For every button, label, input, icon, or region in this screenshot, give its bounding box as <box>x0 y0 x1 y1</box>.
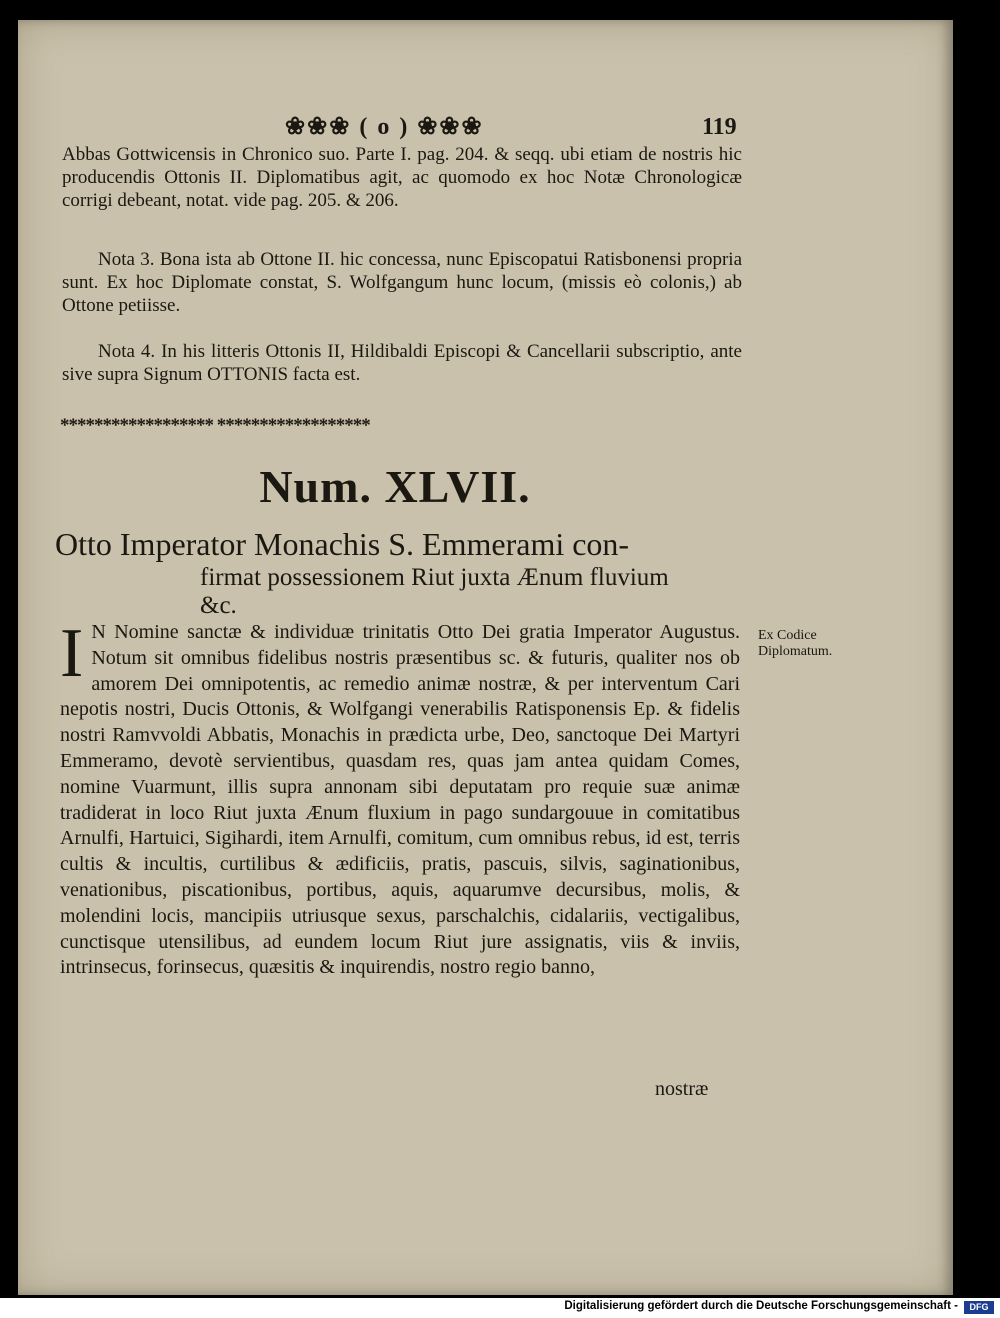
note-paragraph-3: Nota 4. In his litteris Ottonis II, Hildibaldi Episcopi & Cancellarii subscriptio, ante sive supra Signum OTTONIS facta est. <box>62 341 742 385</box>
document-number-title: Num. XLVII. <box>259 461 531 512</box>
page-number: 119 <box>702 114 737 140</box>
separator-line: ****************** ****************** <box>60 415 370 436</box>
document-title-line-2: firmat possessionem Riut juxta Ænum fluvium &c. <box>200 564 669 619</box>
document-body <box>60 615 740 981</box>
catchword: nostræ <box>655 1078 709 1100</box>
note-paragraph-2: Nota 3. Bona ista ab Ottone II. hic concessa, nunc Episcopatui Ratisbonensi propria sunt. Ex hoc Diplomate constat, S. Wolfgangum hunc locum, (missis eò colonis,) ab Ottone petiisse. <box>62 249 742 316</box>
dfg-logo: DFG <box>964 1301 994 1314</box>
margin-note: Ex Codice Diplomatum. <box>758 628 833 659</box>
header-ornament: ❀❀❀ ( o ) ❀❀❀ <box>285 114 484 140</box>
note-paragraph-1: Abbas Gottwicensis in Chronico suo. Parte I. pag. 204. & seqq. ubi etiam de nostris hic producendis Ottonis II. Diplomatibus agit, ac quomodo ex hoc Notæ Chronologicæ corrigi debeant, notat. vide pag. 205. & 206. <box>62 144 742 211</box>
dropcap-initial: I <box>60 615 84 692</box>
footer-credit: Digitalisierung gefördert durch die Deutsche Forschungsgemeinschaft - <box>564 1300 958 1312</box>
document-title-line-1: Otto Imperator Monachis S. Emmerami con- <box>55 526 630 562</box>
footer-bar <box>0 1298 1000 1318</box>
document-body-text: N Nomine sanctæ & individuæ trinitatis Otto Dei gratia Imperator Augustus. Notum sit omnibus fidelibus nostris præsentibus sc. & futuris, qualiter nos ob amorem Dei omnipotentis, ac remedio animæ nostræ, & per interventum Cari nepotis nostri, Ducis Ottonis, & Wolfgangi venerabilis Ratisponensis Ep. & fidelis nostri Ramvvoldi Abbatis, Monachis in prædicta urbe, Deo, sanctoque Dei Martyri Emmeramo, devotè servientibus, quasdam res, quas jam antea quidam Comes, nomine Vuarmunt, illis supra annonam sibi deputatam pro requie suæ animæ tradiderat in loco Riut juxta Ænum fluxium in pago sundargouue in comitatibus Arnulfi, Hartuici, Sigihardi, item Arnulfi, comitum, cum omnibus rebus, id est, terris cultis & incultis, curtilibus & ædificiis, pratis, pascuis, silvis, saginationibus, venationibus, piscationibus, portibus, aquis, aquarumve decursibus, molis, & molendini locis, mancipiis utriusque sexus, parschalchis, cidalariis, vectigalibus, cunctisque utensilibus, ad eundem locum Riut jure assignatis, viis & inviis, intrinsecus, forinsecus, quæsitis & inquirendis, nostro regio banno, <box>60 621 740 979</box>
